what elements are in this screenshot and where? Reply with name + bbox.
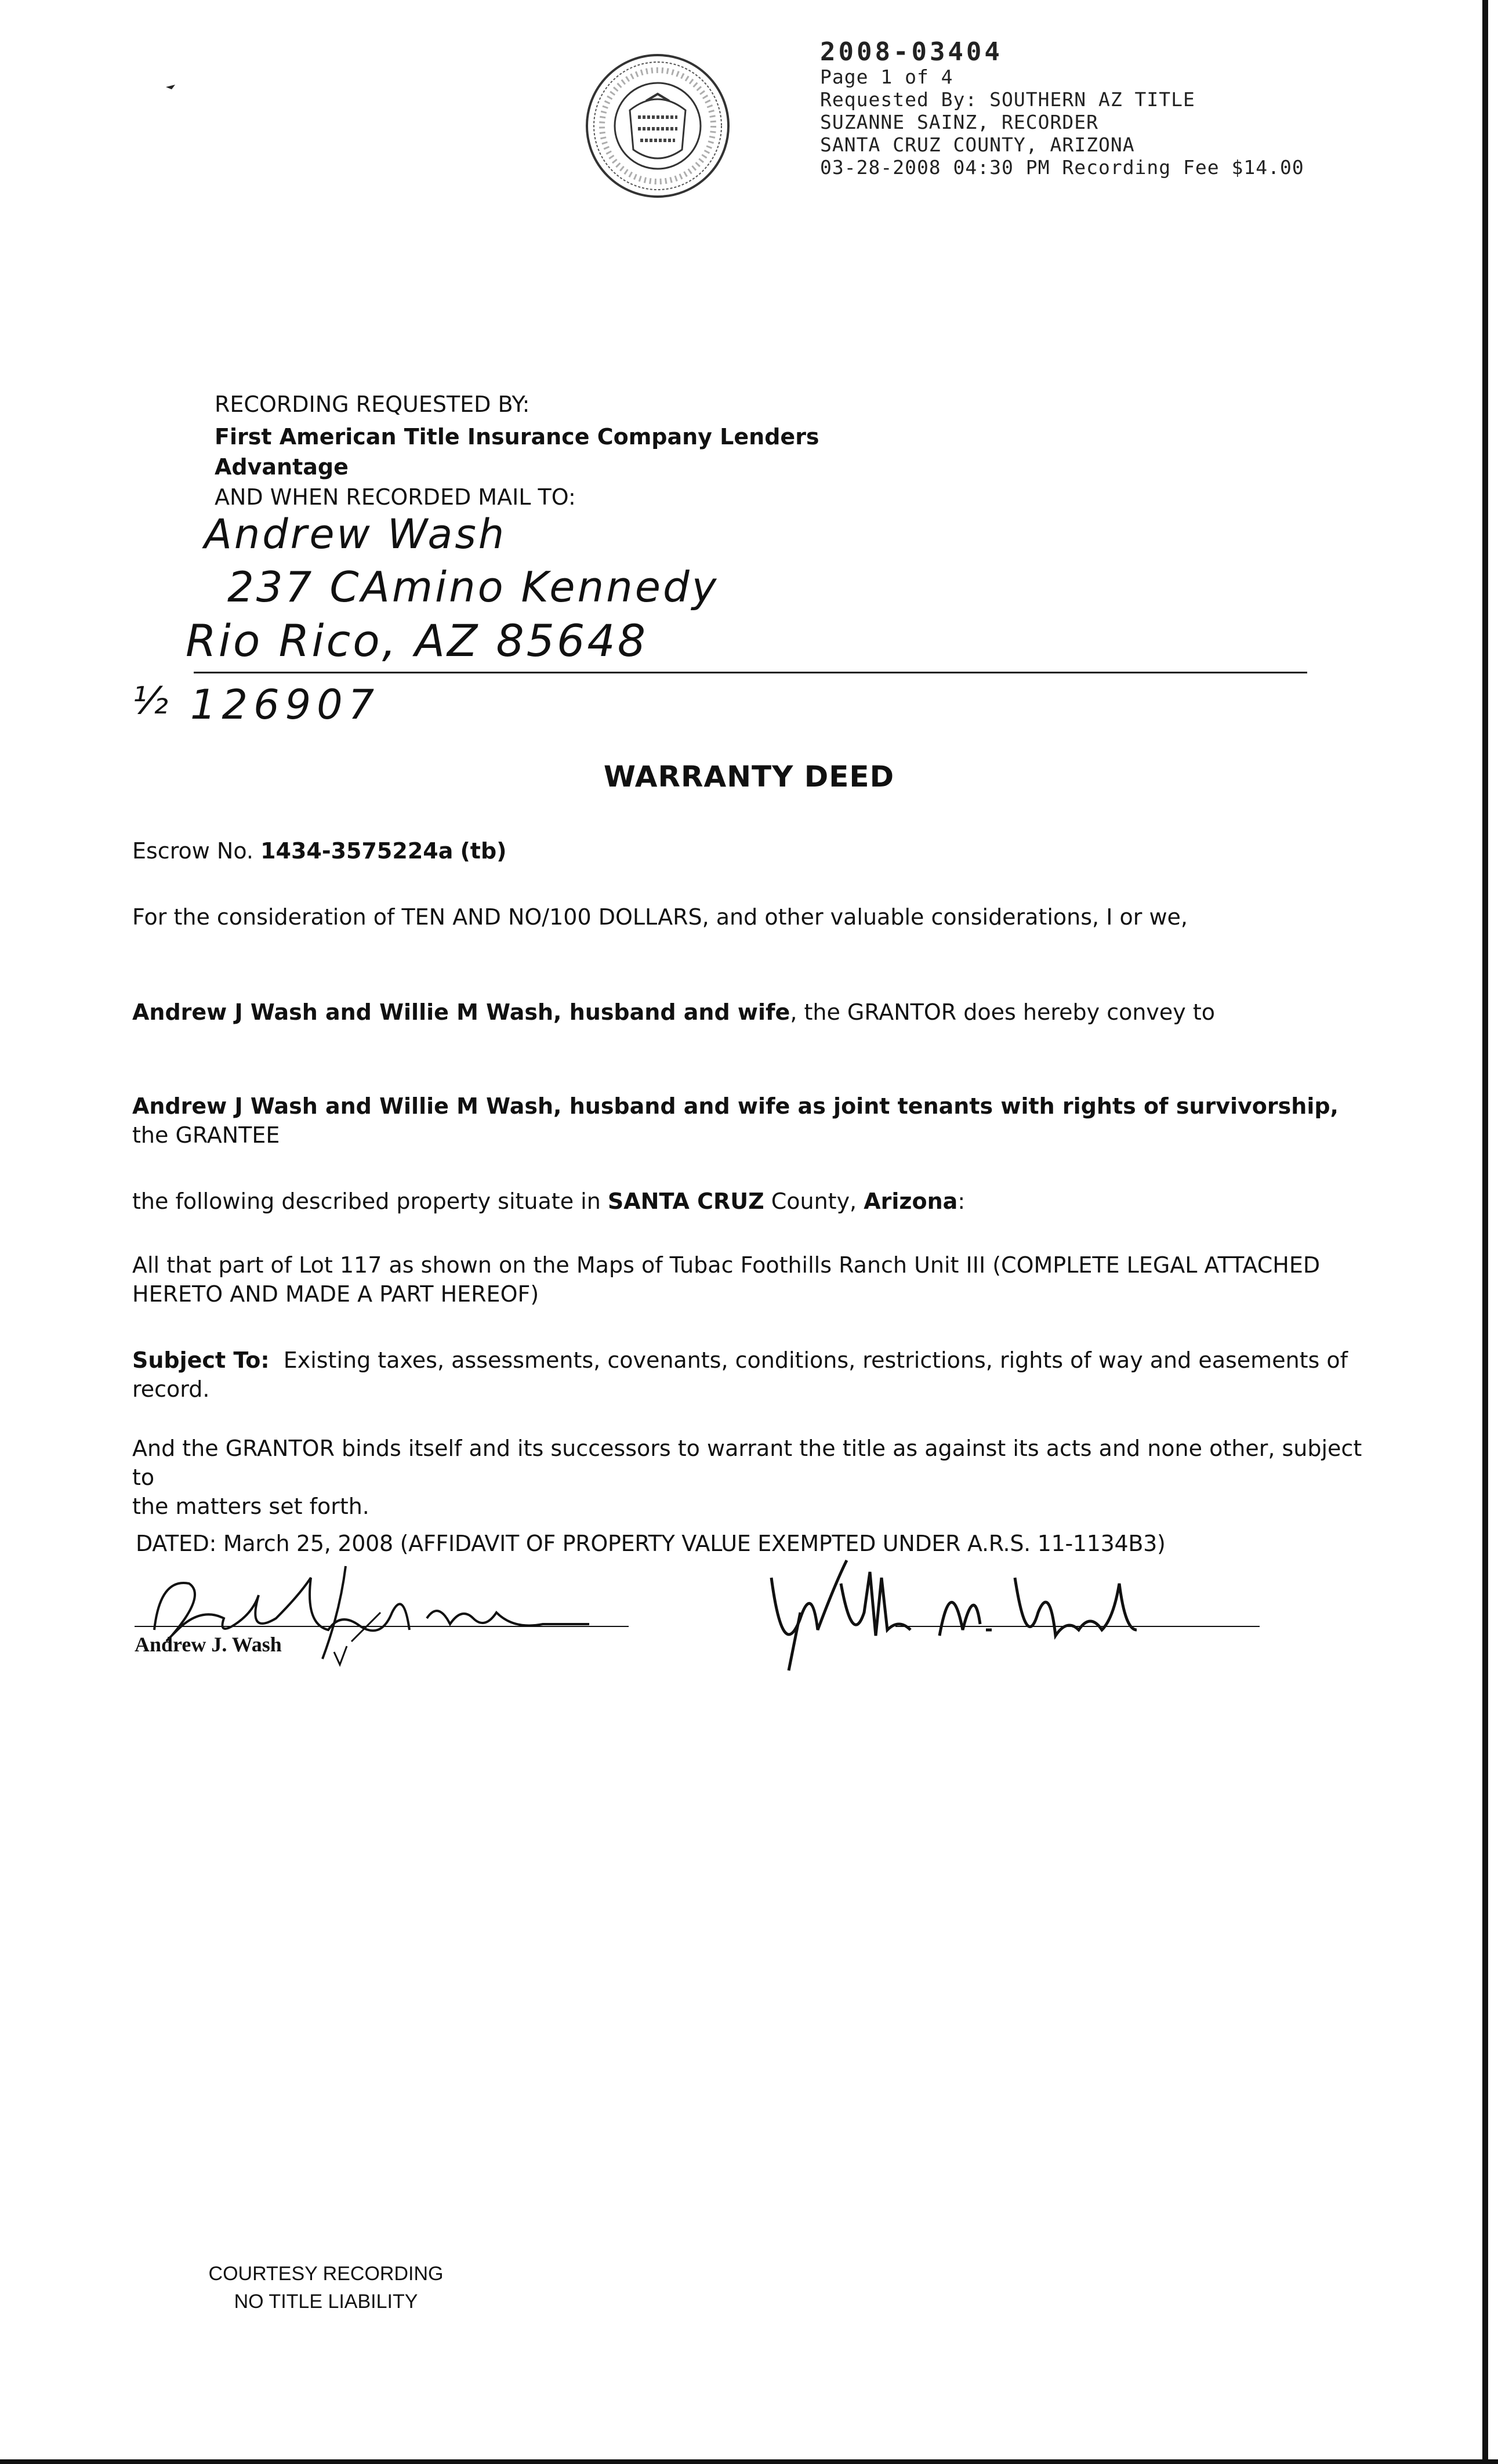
property-county: SANTA CRUZ bbox=[607, 1188, 764, 1214]
warranty-line-2: the matters set forth. bbox=[132, 1494, 369, 1519]
grantee-label: the GRANTEE bbox=[132, 1122, 280, 1148]
state-colon: : bbox=[957, 1188, 966, 1214]
legal-line-1: All that part of Lot 117 as shown on the Maps of Tubac Foothills Ranch Unit III (COMPLETE LEGAL ATTACHED bbox=[132, 1252, 1321, 1278]
subject-to-label: Subject To: bbox=[132, 1347, 270, 1373]
consideration-paragraph: For the consideration of TEN AND NO/100 DOLLARS, and other valuable considerations, I or we, bbox=[132, 904, 1188, 930]
legal-description-paragraph bbox=[132, 1251, 1368, 1309]
courtesy-line-1: COURTESY RECORDING bbox=[208, 2263, 444, 2285]
grantor-conveyance: , the GRANTOR does hereby convey to bbox=[790, 999, 1216, 1025]
property-location-paragraph bbox=[132, 1187, 1368, 1216]
dated-line: DATED: March 25, 2008 (AFFIDAVIT OF PROPERTY VALUE EXEMPTED UNDER A.R.S. 11-1134B3) bbox=[136, 1531, 1166, 1556]
grantee-paragraph bbox=[132, 1092, 1368, 1150]
address-underline bbox=[194, 672, 1307, 673]
recorder-stamp bbox=[820, 37, 1304, 179]
recorder-county: SANTA CRUZ COUNTY, ARIZONA bbox=[820, 133, 1135, 156]
escrow-suffix: (tb) bbox=[460, 838, 507, 864]
handwritten-name: Andrew Wash bbox=[204, 510, 507, 558]
subject-to-line-1: Existing taxes, assessments, covenants, conditions, restrictions, rights of way and easements of bbox=[269, 1347, 1348, 1373]
escrow-number: 1434-3575224a bbox=[260, 838, 454, 864]
page-count: Page 1 of 4 bbox=[820, 66, 953, 88]
signature-line-2 bbox=[895, 1626, 1260, 1627]
courtesy-line-2: NO TITLE LIABILITY bbox=[234, 2291, 418, 2313]
handwritten-number: 126907 bbox=[190, 681, 380, 729]
signer-1-printed-name: Andrew J. Wash bbox=[135, 1633, 282, 1656]
subject-to-paragraph bbox=[132, 1346, 1368, 1404]
warranty-paragraph bbox=[132, 1434, 1368, 1521]
county-word: County, bbox=[764, 1188, 864, 1214]
handwritten-fraction: ½ bbox=[132, 680, 171, 723]
county-seal-icon bbox=[582, 48, 733, 204]
subject-to-line-2: record. bbox=[132, 1376, 210, 1402]
recording-requested-label: RECORDING REQUESTED BY: bbox=[215, 392, 530, 417]
scan-edge-right bbox=[1482, 0, 1488, 2464]
courtesy-recording-note bbox=[204, 2260, 448, 2316]
handwritten-city: Rio Rico, AZ 85648 bbox=[186, 615, 648, 666]
title-company-line1: First American Title Insurance Company Lenders bbox=[215, 424, 819, 450]
scan-mark-icon bbox=[166, 85, 175, 89]
grantor-names: Andrew J Wash and Willie M Wash, husband and wife bbox=[132, 999, 790, 1025]
mail-to-label: AND WHEN RECORDED MAIL TO: bbox=[215, 484, 576, 510]
legal-line-2: HERETO AND MADE A PART HEREOF) bbox=[132, 1281, 539, 1307]
recorder-name: SUZANNE SAINZ, RECORDER bbox=[820, 111, 1098, 133]
escrow-label: Escrow No. bbox=[132, 838, 253, 864]
signature-line-1 bbox=[135, 1626, 629, 1627]
grantee-names: Andrew J Wash and Willie M Wash, husband and wife as joint tenants with rights of survivorship, bbox=[132, 1093, 1339, 1119]
grantor-paragraph bbox=[132, 998, 1368, 1027]
document-title: WARRANTY DEED bbox=[603, 760, 895, 793]
warranty-line-1: And the GRANTOR binds itself and its successors to warrant the title as against its acts and none other, subject to bbox=[132, 1436, 1362, 1490]
property-prefix: the following described property situate in bbox=[132, 1188, 608, 1214]
scan-edge-bottom bbox=[0, 2459, 1498, 2464]
title-company-line2: Advantage bbox=[215, 454, 349, 480]
handwritten-street: 237 CAmino Kennedy bbox=[227, 563, 719, 611]
escrow-line bbox=[132, 836, 507, 865]
document-number: 2008-03404 bbox=[820, 37, 1003, 67]
property-state: Arizona bbox=[864, 1188, 958, 1214]
requested-by-line: Requested By: SOUTHERN AZ TITLE bbox=[820, 88, 1195, 111]
recording-date-fee: 03-28-2008 04:30 PM Recording Fee $14.00 bbox=[820, 156, 1304, 179]
signature-willie-wash bbox=[766, 1549, 1264, 1682]
